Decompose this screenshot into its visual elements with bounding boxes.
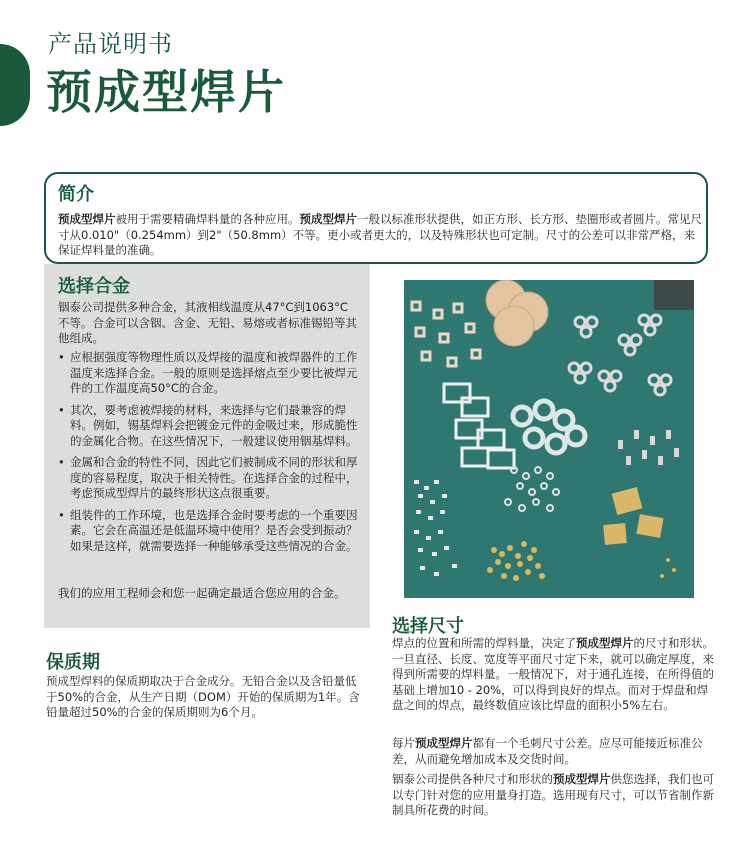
shelf-life-heading: 保质期 (46, 652, 100, 673)
size-paragraph-2: 每片预成型焊片都有一个毛刺尺寸公差。应尽可能接近标准公差，从而避免增加成本及交货时间。 (392, 736, 703, 766)
list-item: • 组装件的工作环境，也是选择合金时要考虑的一个重要因素。它会在高温还是低温环境中使用？是否会受到振动？如果是这样，就需要选择一种能够承受这些情况的合金。 (58, 507, 358, 553)
preforms-photo (404, 280, 694, 598)
intro-text: 预成型焊片被用于需要精确焊料量的各种应用。预成型焊片一般以标准形状提供，如正方形、长方形、垫圈形或者圆片。常见尺寸从0.010"（0.254mm）到2"（50.8mm）不等。更小或者更大的，以及特殊形状也可定制。尺寸的公差可以非常严格，来保证焊料量的准确。 (58, 212, 702, 257)
alloy-intro-text: 铟泰公司提供多种合金，其液相线温度从47°C到1063°C不等。合金可以含铟、含金、无铅、易熔或者标准锡铅等其他组成。 (58, 300, 357, 345)
alloy-heading: 选择合金 (58, 276, 130, 297)
document-title: 预成型焊片 (46, 65, 286, 119)
intro-heading: 简介 (58, 184, 94, 205)
size-paragraph-3: 铟泰公司提供各种尺寸和形状的预成型焊片供您选择，我们也可以专门针对您的应用量身打造。选用现有尺寸，可以节省制作新制具所花费的时间。 (392, 772, 714, 817)
alloy-bullet-list (58, 350, 360, 560)
alloy-closing-text: 我们的应用工程师会和您一起确定最适合您应用的合金。 (58, 586, 346, 600)
list-item: • 其次，要考虑被焊接的材料，来选择与它们最兼容的焊料。例如，锡基焊料会把镀金元件的金吸过来，形成脆性的金属化合物。在这些情况下，一般建议使用铟基焊料。 (58, 402, 358, 448)
document-subtitle: 产品说明书 (48, 30, 173, 58)
list-item: • 应根据强度等物理性质以及焊接的温度和被焊器件的工作温度来选择合金。一般的原则是选择熔点至少要比被焊元件的工作温度高50°C的合金。 (58, 350, 358, 395)
size-paragraph-1: 焊点的位置和所需的焊料量，决定了预成型焊片的尺寸和形状。一旦直径、长度、宽度等平面尺寸定下来，就可以确定厚度，来得到所需要的焊料量。一般情况下，对于通孔连接，在所得值的基础上增加10 - 20%，可以得到良好的焊点。而对于焊盘和焊盘之间的焊点，最终数值应该比焊盘的面积小5%左右。 (392, 636, 714, 712)
header-tab-accent (0, 44, 30, 126)
size-heading: 选择尺寸 (392, 616, 464, 637)
shelf-life-text: 预成型焊料的保质期取决于合金成分。无铅合金以及含铅量低于50%的合金，从生产日期（DOM）开始的保质期为1年。含铅量超过50%的合金的保质期则为6个月。 (46, 674, 360, 719)
list-item: • 金属和合金的特性不同，因此它们被制成不同的形状和厚度的容易程度，取决于相关特性。在选择合金的过程中，考虑预成型焊片的最终形状这点很重要。 (58, 455, 358, 500)
